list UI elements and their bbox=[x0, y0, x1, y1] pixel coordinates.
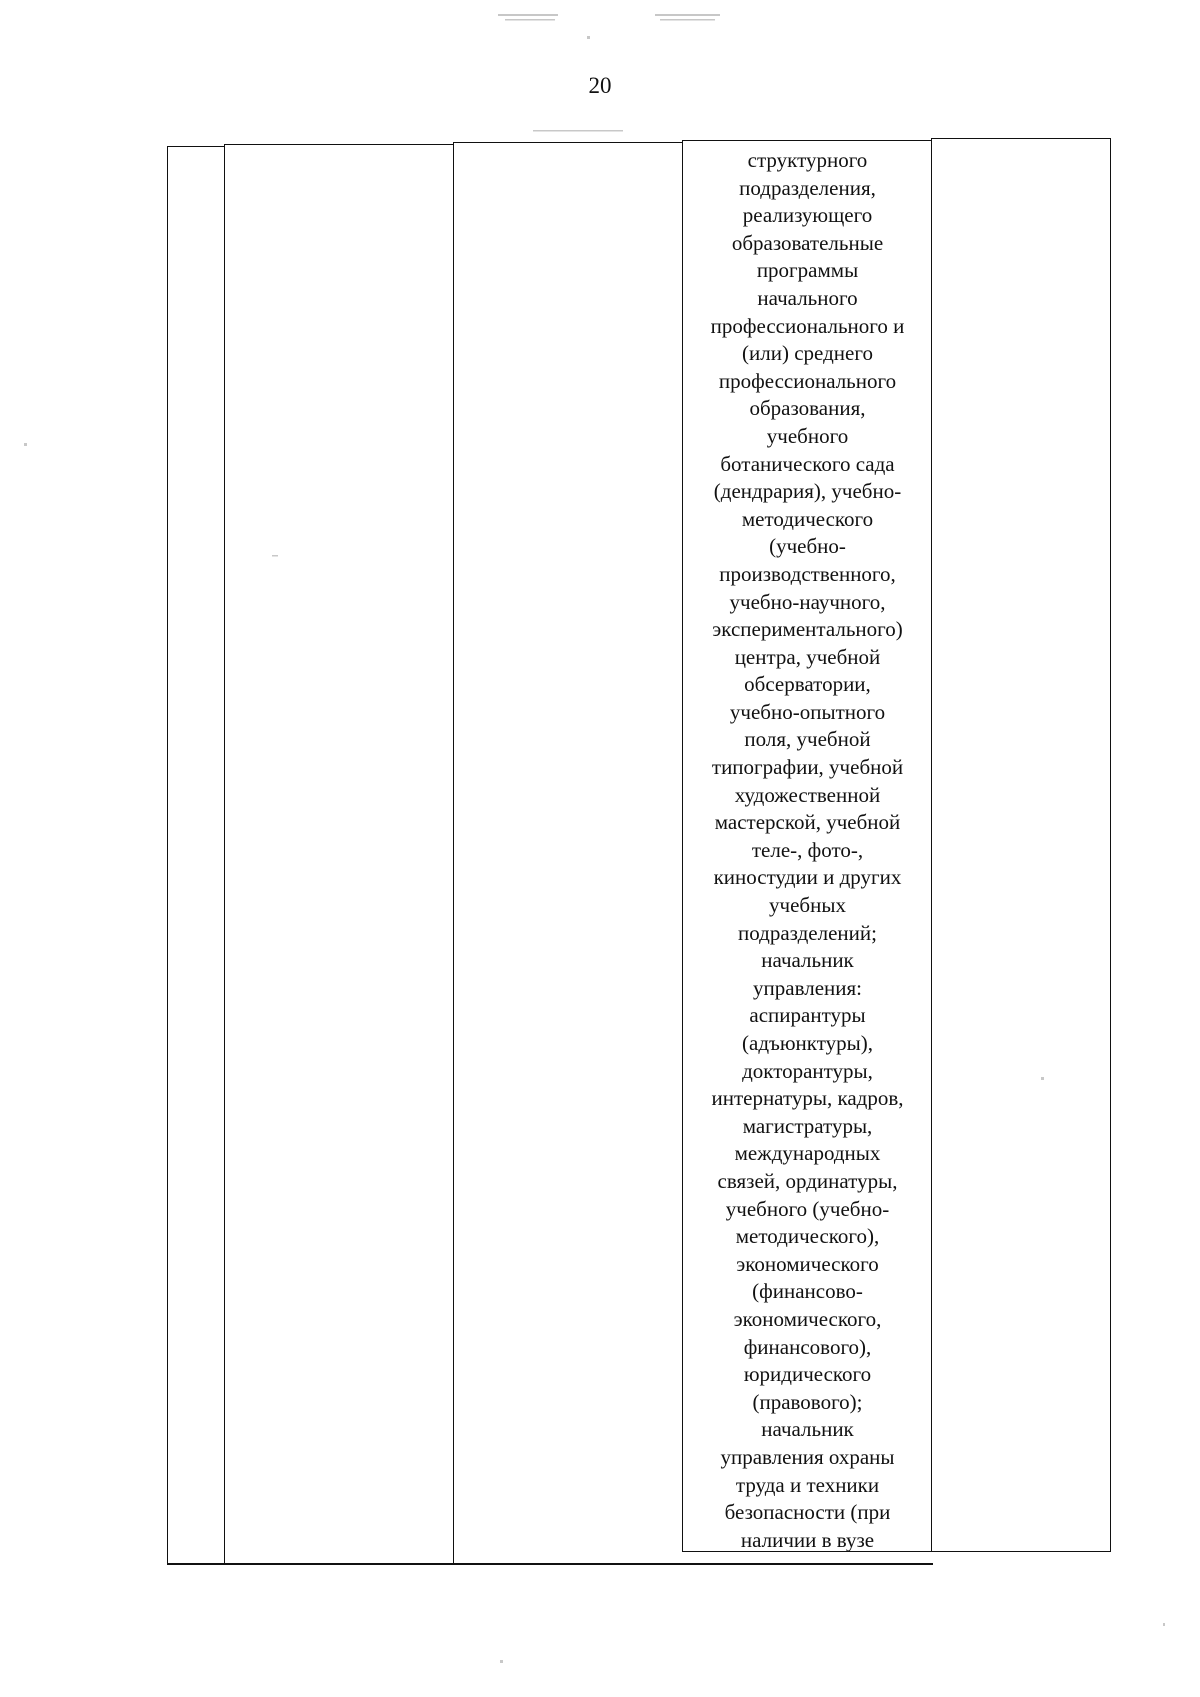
cell-text-line: (или) среднего bbox=[742, 341, 873, 366]
cell-text-line: программы bbox=[756, 258, 859, 283]
cell-text-line: типографии, учебной bbox=[711, 755, 904, 780]
cell-text-line: (финансово- bbox=[752, 1279, 863, 1304]
cell-text-line: ботанического сада bbox=[720, 451, 895, 476]
cell-text-line: наличии в вузе bbox=[740, 1527, 875, 1552]
cell-text-line: начальник bbox=[761, 1417, 854, 1442]
cell-text-line: управления: bbox=[753, 975, 862, 1000]
table-cell-column-3 bbox=[453, 142, 683, 1565]
cell-text-line: (адъюнктуры), bbox=[742, 1031, 873, 1055]
cell-text-line: образовательные bbox=[731, 230, 884, 255]
cell-text-line: экономического, bbox=[733, 1306, 882, 1331]
cell-text-line: реализующего bbox=[742, 203, 873, 228]
cell-text-line: образования, bbox=[749, 396, 866, 421]
cell-text-line: учебно-опытного bbox=[729, 699, 886, 724]
cell-text-line: (правового); bbox=[752, 1389, 863, 1414]
cell-text-line: учебно-научного, bbox=[729, 589, 886, 614]
cell-text-line: международных bbox=[734, 1141, 881, 1166]
page-number: 20 bbox=[588, 73, 612, 98]
cell-text-line: киностудии и других bbox=[713, 865, 902, 890]
cell-text-line: учебного bbox=[766, 423, 849, 448]
cell-text-line: художественной bbox=[734, 782, 881, 807]
cell-text-line: (дендрария), учебно- bbox=[713, 479, 902, 504]
cell-text-line: экспериментального) bbox=[712, 617, 903, 642]
document-table bbox=[167, 138, 1111, 1565]
cell-text-line: методического), bbox=[735, 1224, 880, 1249]
cell-text-line: начального bbox=[757, 285, 858, 310]
cell-text-line: теле-, фото-, bbox=[751, 837, 864, 862]
cell-text-line: подразделений; bbox=[738, 920, 877, 945]
cell-text-line: центра, учебной bbox=[734, 644, 881, 669]
cell-text-line: безопасности (при bbox=[724, 1500, 891, 1525]
table-cell-column-4 bbox=[682, 140, 932, 1552]
cell-text-line: (учебно- bbox=[769, 534, 846, 559]
cell-text-line: труда и техники bbox=[735, 1472, 880, 1497]
cell-text-line: финансового), bbox=[743, 1334, 872, 1359]
table-cell-column-1 bbox=[167, 146, 225, 1565]
cell-text-line: докторантуры, bbox=[742, 1058, 873, 1083]
cell-text-line: начальник bbox=[761, 948, 854, 973]
column-4-text bbox=[683, 147, 932, 1554]
cell-text-line: учебных bbox=[769, 893, 846, 918]
cell-text-line: мастерской, учебной bbox=[714, 810, 901, 835]
cell-text-line: юридического bbox=[743, 1362, 872, 1387]
table-bottom-border bbox=[167, 1563, 933, 1565]
cell-text-line: связей, ординатуры, bbox=[717, 1168, 898, 1193]
table-cell-column-2 bbox=[224, 144, 454, 1565]
cell-text-line: производственного, bbox=[719, 561, 896, 586]
cell-text-line: методического bbox=[741, 506, 874, 531]
cell-text-line: структурного bbox=[747, 148, 868, 172]
cell-text-line: управления охраны bbox=[720, 1444, 895, 1469]
cell-text-line: аспирантуры bbox=[749, 1003, 866, 1028]
cell-text-line: интернатуры, кадров, bbox=[711, 1086, 904, 1111]
cell-text-line: учебного (учебно- bbox=[725, 1196, 890, 1221]
cell-text-line: подразделения, bbox=[739, 175, 876, 200]
cell-text-line: профессионального и bbox=[710, 313, 905, 338]
cell-text-line: экономического bbox=[736, 1251, 879, 1276]
cell-text-line: магистратуры, bbox=[742, 1113, 873, 1138]
table-cell-column-5 bbox=[931, 138, 1111, 1552]
cell-text-line: профессионального bbox=[718, 368, 897, 393]
cell-text-line: поля, учебной bbox=[744, 727, 871, 752]
cell-text-line: обсерватории, bbox=[744, 672, 871, 697]
